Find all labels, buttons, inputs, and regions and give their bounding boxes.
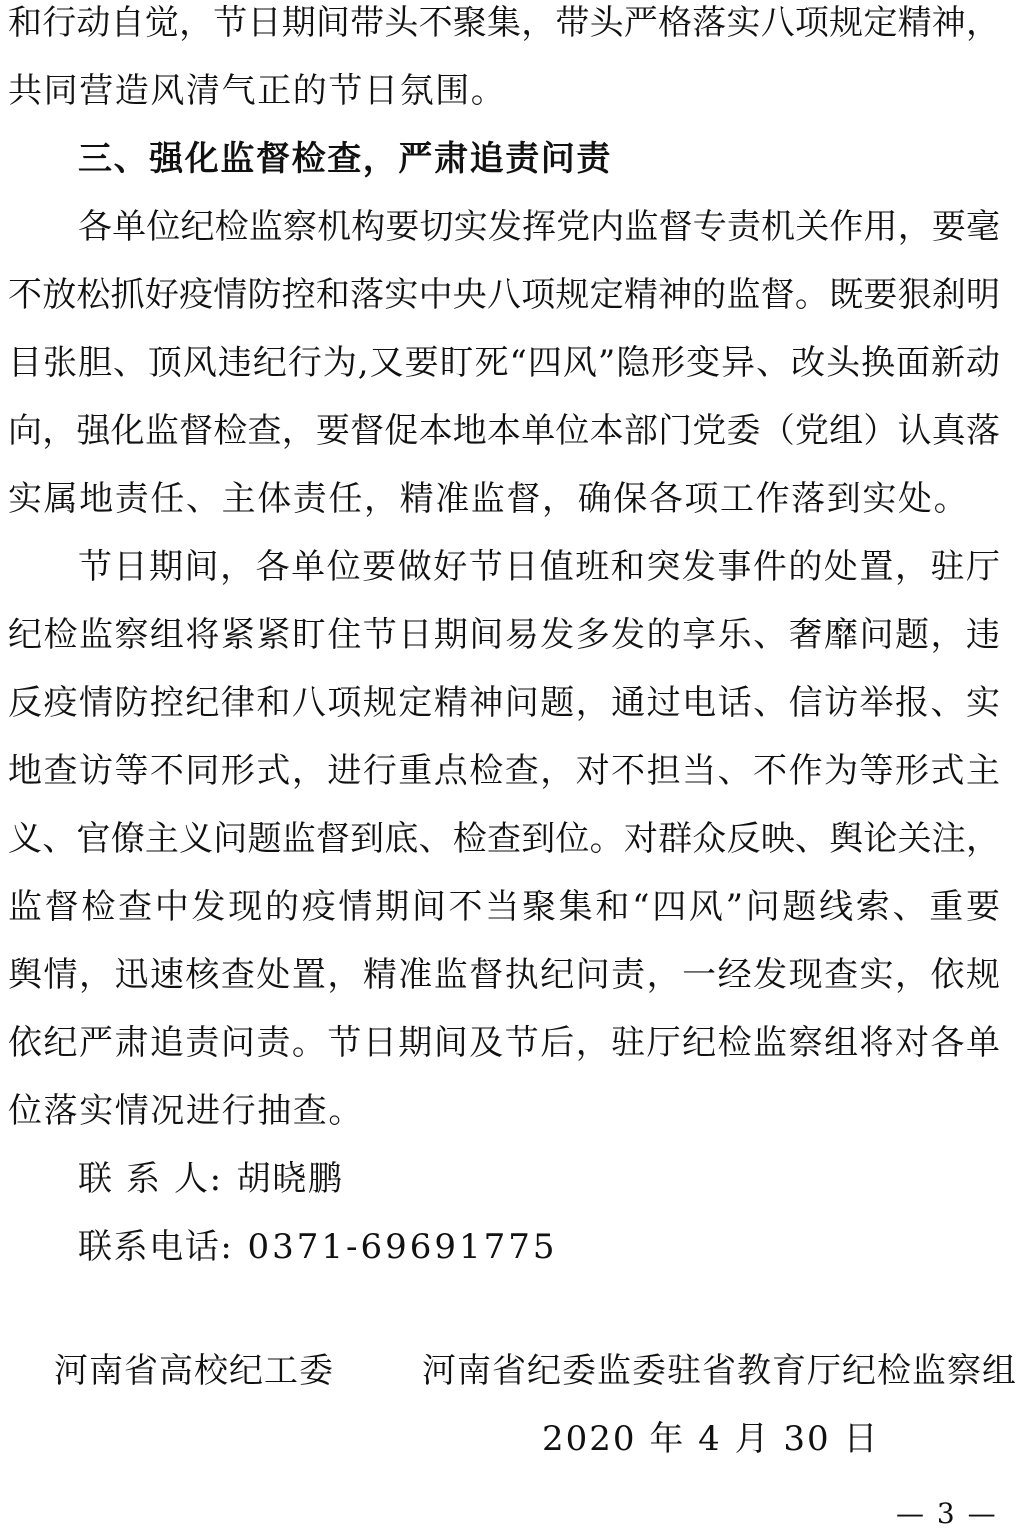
- page-number: — 3 —: [896, 1497, 998, 1530]
- paragraph-2-line-2: 纪检监察组将紧紧盯住节日期间易发多发的享乐、奢靡问题，违: [8, 615, 1000, 655]
- paragraph-2-line-5: 义、官僚主义问题监督到底、检查到位。对群众反映、舆论关注，: [8, 819, 1000, 859]
- signature-left: 河南省高校纪工委: [54, 1351, 334, 1391]
- paragraph-1-line-3: 目张胆、顶风违纪行为,又要盯死“四风”隐形变异、改头换面新动: [8, 343, 1000, 383]
- paragraph-2-line-7: 舆情，迅速核查处置，精准监督执纪问责，一经发现查实，依规: [8, 955, 1000, 995]
- paragraph-1-line-2: 不放松抓好疫情防控和落实中央八项规定精神的监督。既要狠刹明: [8, 275, 1000, 315]
- paragraph-2-line-1: 节日期间，各单位要做好节日值班和突发事件的处置，驻厅: [78, 547, 1000, 587]
- contact-person-name: 胡晓鹏: [236, 1159, 344, 1199]
- paragraph-2-line-3: 反疫情防控纪律和八项规定精神问题，通过电话、信访举报、实: [8, 683, 1000, 723]
- paragraph-2-line-4: 地查访等不同形式，进行重点检查，对不担当、不作为等形式主: [8, 751, 1000, 791]
- paragraph-0-line-1: 和行动自觉，节日期间带头不聚集，带头严格落实八项规定精神，: [8, 3, 1000, 43]
- contact-phone: [78, 1227, 558, 1267]
- paragraph-0-line-2: 共同营造风清气正的节日氛围。: [8, 71, 507, 111]
- signature-right: 河南省纪委监委驻省教育厅纪检监察组: [422, 1351, 1017, 1391]
- contact-person: [78, 1159, 343, 1199]
- paragraph-1-line-1: 各单位纪检监察机构要切实发挥党内监督专责机关作用，要毫: [78, 207, 1000, 247]
- section-heading: 三、强化监督检查，严肃追责问责: [78, 139, 612, 179]
- contact-phone-label: 联系电话:: [78, 1227, 234, 1267]
- contact-person-label: 联 系 人:: [78, 1159, 223, 1199]
- paragraph-2-line-9: 位落实情况进行抽查。: [8, 1091, 364, 1131]
- paragraph-2-line-6: 监督检查中发现的疫情期间不当聚集和“四风”问题线索、重要: [8, 887, 1000, 927]
- paragraph-1-line-5: 实属地责任、主体责任，精准监督，确保各项工作落到实处。: [8, 479, 970, 519]
- paragraph-2-line-8: 依纪严肃追责问责。节日期间及节后，驻厅纪检监察组将对各单: [8, 1023, 1000, 1063]
- paragraph-1-line-4: 向，强化监督检查，要督促本地本单位本部门党委（党组）认真落: [8, 411, 1000, 451]
- contact-phone-number: 0371-69691775: [247, 1227, 558, 1267]
- issue-date: 2020 年 4 月 30 日: [542, 1419, 880, 1459]
